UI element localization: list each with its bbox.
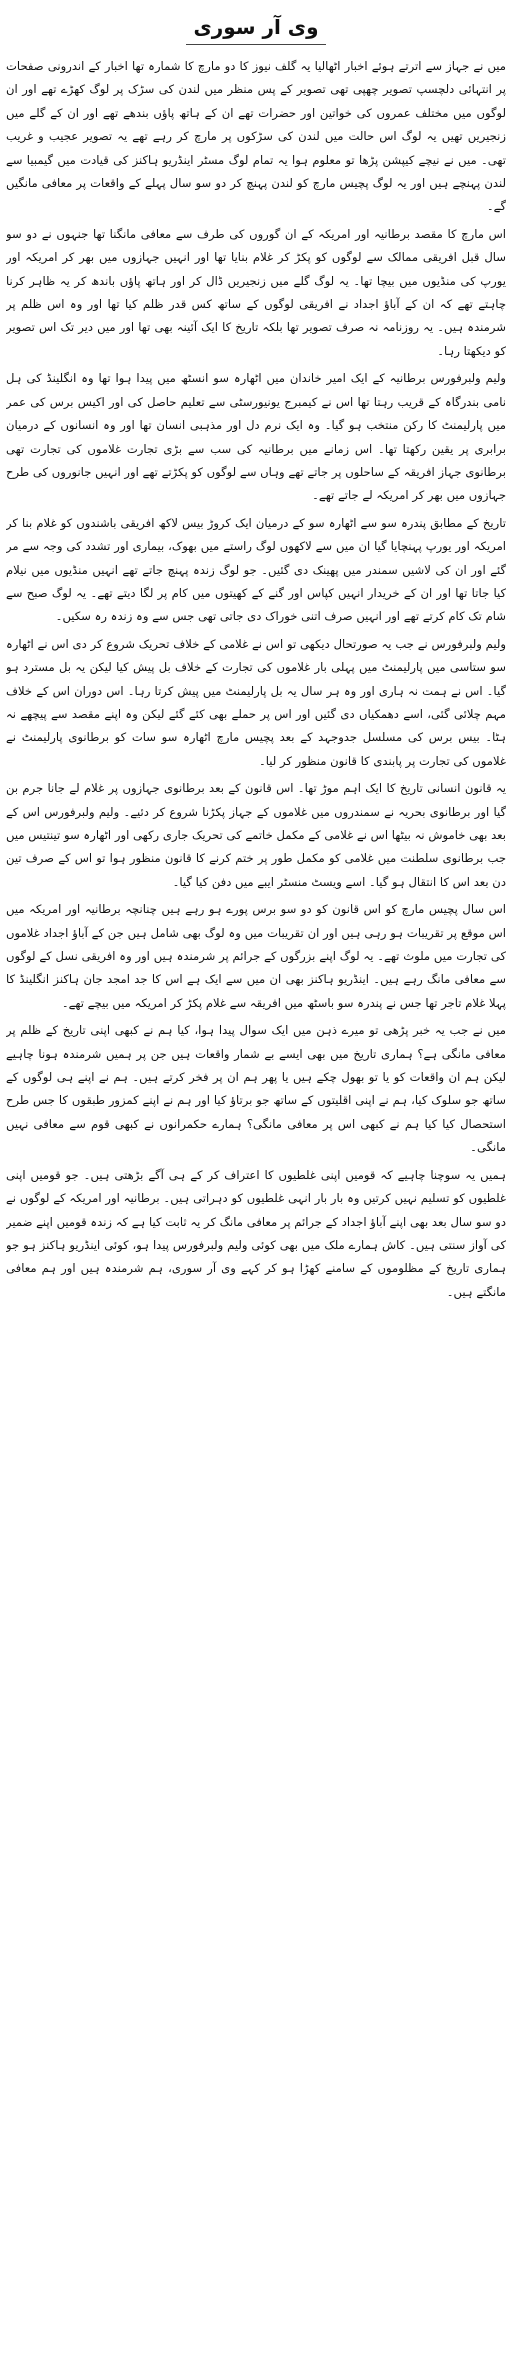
article-body bbox=[6, 55, 506, 2343]
article-paragraph: ہمیں یہ سوچنا چاہیے کہ قومیں اپنی غلطیوں کا اعتراف کر کے ہی آگے بڑھتی ہیں۔ جو قومیں اپنی غلطیوں کو تسلیم نہیں کرتیں وہ بار بار انہی غلطیوں کو دہراتی ہیں۔ برطانیہ اور امریکہ کے لوگوں نے دو سو سال بعد بھی اپنے آباؤ اجداد کے جرائم پر معافی مانگ کر یہ ثابت کیا ہے کہ زندہ قومیں اپنے ضمیر کی آواز سنتی ہیں۔ کاش ہمارے ملک میں بھی کوئی ولیم ولبرفورس پیدا ہو، کوئی اینڈریو ہاکنز ہو جو ہماری تاریخ کے مظلوموں کے سامنے کھڑا ہو کر کہے وی آر سوری، ہم شرمندہ ہیں اور ہم معافی مانگتے ہیں۔ bbox=[6, 1167, 506, 1299]
article-paragraph: میں نے جب یہ خبر پڑھی تو میرے ذہن میں ایک سوال پیدا ہوا، کیا ہم نے کبھی اپنی تاریخ کے ظلم پر معافی مانگی ہے؟ ہماری تاریخ میں بھی ایسے بے شمار واقعات ہیں جن پر ہمیں شرمندہ ہونا چاہیے لیکن ہم ان واقعات کو یا تو بھول چکے ہیں یا پھر ہم ان پر فخر کرتے ہیں۔ ہم نے اپنے ہی لوگوں کے ساتھ جو سلوک کیا، ہم نے اپنی اقلیتوں کے ساتھ جو برتاؤ کیا اور ہم نے اپنے کمزور طبقوں کا جس طرح استحصال کیا کیا ہم نے کبھی اس پر معافی مانگی؟ ہمارے حکمرانوں نے کبھی قوم سے معافی نہیں مانگی۔ bbox=[6, 1023, 506, 1155]
article-paragraph: یہ قانون انسانی تاریخ کا ایک اہم موڑ تھا۔ اس قانون کے بعد برطانوی جہازوں پر غلام لے جانا جرم بن گیا اور برطانوی بحریہ نے سمندروں میں غلاموں کے جہاز پکڑنا شروع کر دئیے۔ ولیم ولبرفورس اس کے بعد بھی خاموش نہ بیٹھا اس نے غلامی کے مکمل خاتمے کی تحریک جاری رکھی اور اٹھارہ سو تینتیس میں جب برطانوی سلطنت میں غلامی کو مکمل طور پر ختم کرنے کا قانون منظور ہوا تو اس کے صرف تین دن بعد اس کا انتقال ہو گیا۔ اسے ویسٹ منسٹر ایبے میں دفن کیا گیا۔ bbox=[6, 781, 506, 889]
article-title: وی آر سوری bbox=[193, 15, 319, 39]
article-paragraph: اس سال پچیس مارچ کو اس قانون کو دو سو برس پورے ہو رہے ہیں چنانچہ برطانیہ اور امریکہ میں اس موقع پر تقریبات ہو رہی ہیں اور ان تقریبات میں وہ لوگ بھی شامل ہیں جن کے آباؤ اجداد غلاموں کی تجارت میں ملوث تھے۔ یہ لوگ اپنے بزرگوں کے جرائم پر شرمندہ ہیں اور وہ افریقی نسل کے لوگوں سے معافی مانگ رہے ہیں۔ اینڈریو ہاکنز بھی ان میں سے ایک ہے اس کا جد امجد جان ہاکنز انگلینڈ کا پہلا غلام تاجر تھا جس نے پندرہ سو باسٹھ میں افریقہ سے غلام پکڑ کر امریکہ میں بیچے تھے۔ bbox=[6, 902, 506, 1010]
article-paragraph: ولیم ولبرفورس برطانیہ کے ایک امیر خاندان میں اٹھارہ سو انسٹھ میں پیدا ہوا تھا وہ انگلینڈ کی ہل نامی بندرگاہ کے قریب رہتا تھا اس نے کیمبرج یونیورسٹی سے تعلیم حاصل کی اور اکیس برس کی عمر میں پارلیمنٹ کا رکن منتخب ہو گیا۔ وہ ایک نرم دل اور مذہبی انسان تھا اور وہ انسانوں کے درمیان برابری پر یقین رکھتا تھا۔ اس زمانے میں برطانیہ کی سب سے بڑی تجارت غلاموں کی تجارت تھی برطانوی جہاز افریقہ کے ساحلوں پر جاتے تھے وہاں سے لوگوں کو پکڑتے تھے اور انہیں جانوروں کی طرح جہازوں میں بھر کر امریکہ لے جاتے تھے۔ bbox=[6, 371, 506, 503]
article-paragraph: تاریخ کے مطابق پندرہ سو سے اٹھارہ سو کے درمیان ایک کروڑ بیس لاکھ افریقی باشندوں کو غلام بنا کر امریکہ اور یورپ پہنچایا گیا ان میں سے لاکھوں لوگ راستے میں بھوک، بیماری اور تشدد کی وجہ سے مر گئے اور ان کی لاشیں سمندر میں پھینک دی گئیں۔ جو لوگ زندہ پہنچ جاتے تھے انہیں منڈیوں میں نیلام کیا جاتا تھا اور ان کے خریدار انہیں کپاس اور گنے کے کھیتوں میں کام پر لگا دیتے تھے۔ یہ لوگ صبح سے شام تک کام کرتے تھے اور انہیں صرف اتنی خوراک دی جاتی تھی جس سے وہ زندہ رہ سکیں۔ bbox=[6, 515, 506, 624]
article-paragraph: میں نے جہاز سے اترتے ہوئے اخبار اٹھالیا یہ گلف نیوز کا دو مارچ کا شمارہ تھا اخبار کے اندرونی صفحات پر انتہائی دلچسپ تصویر چھپی تھی تصویر کے پس منظر میں لندن کی سڑک پر لوگ کھڑے تھے اور ان لوگوں میں مختلف عمروں کی خواتین اور حضرات تھے ان کے ہاتھ پاؤں بندھے تھے اور ان کے گلے میں زنجیریں تھیں یہ لوگ اس حالت میں لندن کی سڑکوں پر مارچ کر رہے تھے یہ تصویر عجیب و غریب تھی۔ میں نے نیچے کیپشن پڑھا تو معلوم ہوا یہ تمام لوگ مسٹر اینڈریو ہاکنز کی قیادت میں گیمبیا سے لندن پہنچے ہیں اور یہ لوگ پچیس مارچ کو لندن پہنچ کر دو سو سال پہلے کے واقعات پر معافی مانگیں گے۔ bbox=[6, 59, 506, 214]
article-paragraph: اس مارچ کا مقصد برطانیہ اور امریکہ کے ان گوروں کی طرف سے معافی مانگنا تھا جنہوں نے دو سو سال قبل افریقی ممالک سے لوگوں کو پکڑ کر غلام بنایا تھا اور انہیں جہازوں میں بھر کر امریکہ اور یورپ کی منڈیوں میں بیچا تھا۔ یہ لوگ گلے میں زنجیریں ڈال کر اور ہاتھ پاؤں باندھ کر یہ ظاہر کرنا چاہتے تھے کہ ان کے آباؤ اجداد نے افریقی لوگوں کے ساتھ کس قدر ظلم کیا تھا اور وہ اس ظلم پر شرمندہ ہیں۔ یہ روزنامہ نہ صرف تصویر تھا بلکہ تاریخ کا ایک آئینہ بھی تھا اور میں دیر تک اس تصویر کو دیکھتا رہا۔ bbox=[6, 226, 506, 358]
article-paragraph: ولیم ولبرفورس نے جب یہ صورتحال دیکھی تو اس نے غلامی کے خلاف تحریک شروع کر دی اس نے اٹھارہ سو ستاسی میں پارلیمنٹ میں پہلی بار غلاموں کی تجارت کے خلاف بل پیش کیا لیکن یہ بل مسترد ہو گیا۔ اس نے ہمت نہ ہاری اور وہ ہر سال یہ بل پارلیمنٹ میں پیش کرتا رہا۔ اس دوران اس کے خلاف مہم چلائی گئی، اسے دھمکیاں دی گئیں اور اس پر حملے بھی کئے گئے لیکن وہ اپنے مقصد سے پیچھے نہ ہٹا۔ بیس برس کی مسلسل جدوجہد کے بعد پچیس مارچ اٹھارہ سو سات کو برطانوی پارلیمنٹ نے غلاموں کی تجارت پر پابندی کا قانون منظور کر لیا۔ bbox=[6, 636, 506, 768]
title-underline bbox=[186, 44, 326, 45]
